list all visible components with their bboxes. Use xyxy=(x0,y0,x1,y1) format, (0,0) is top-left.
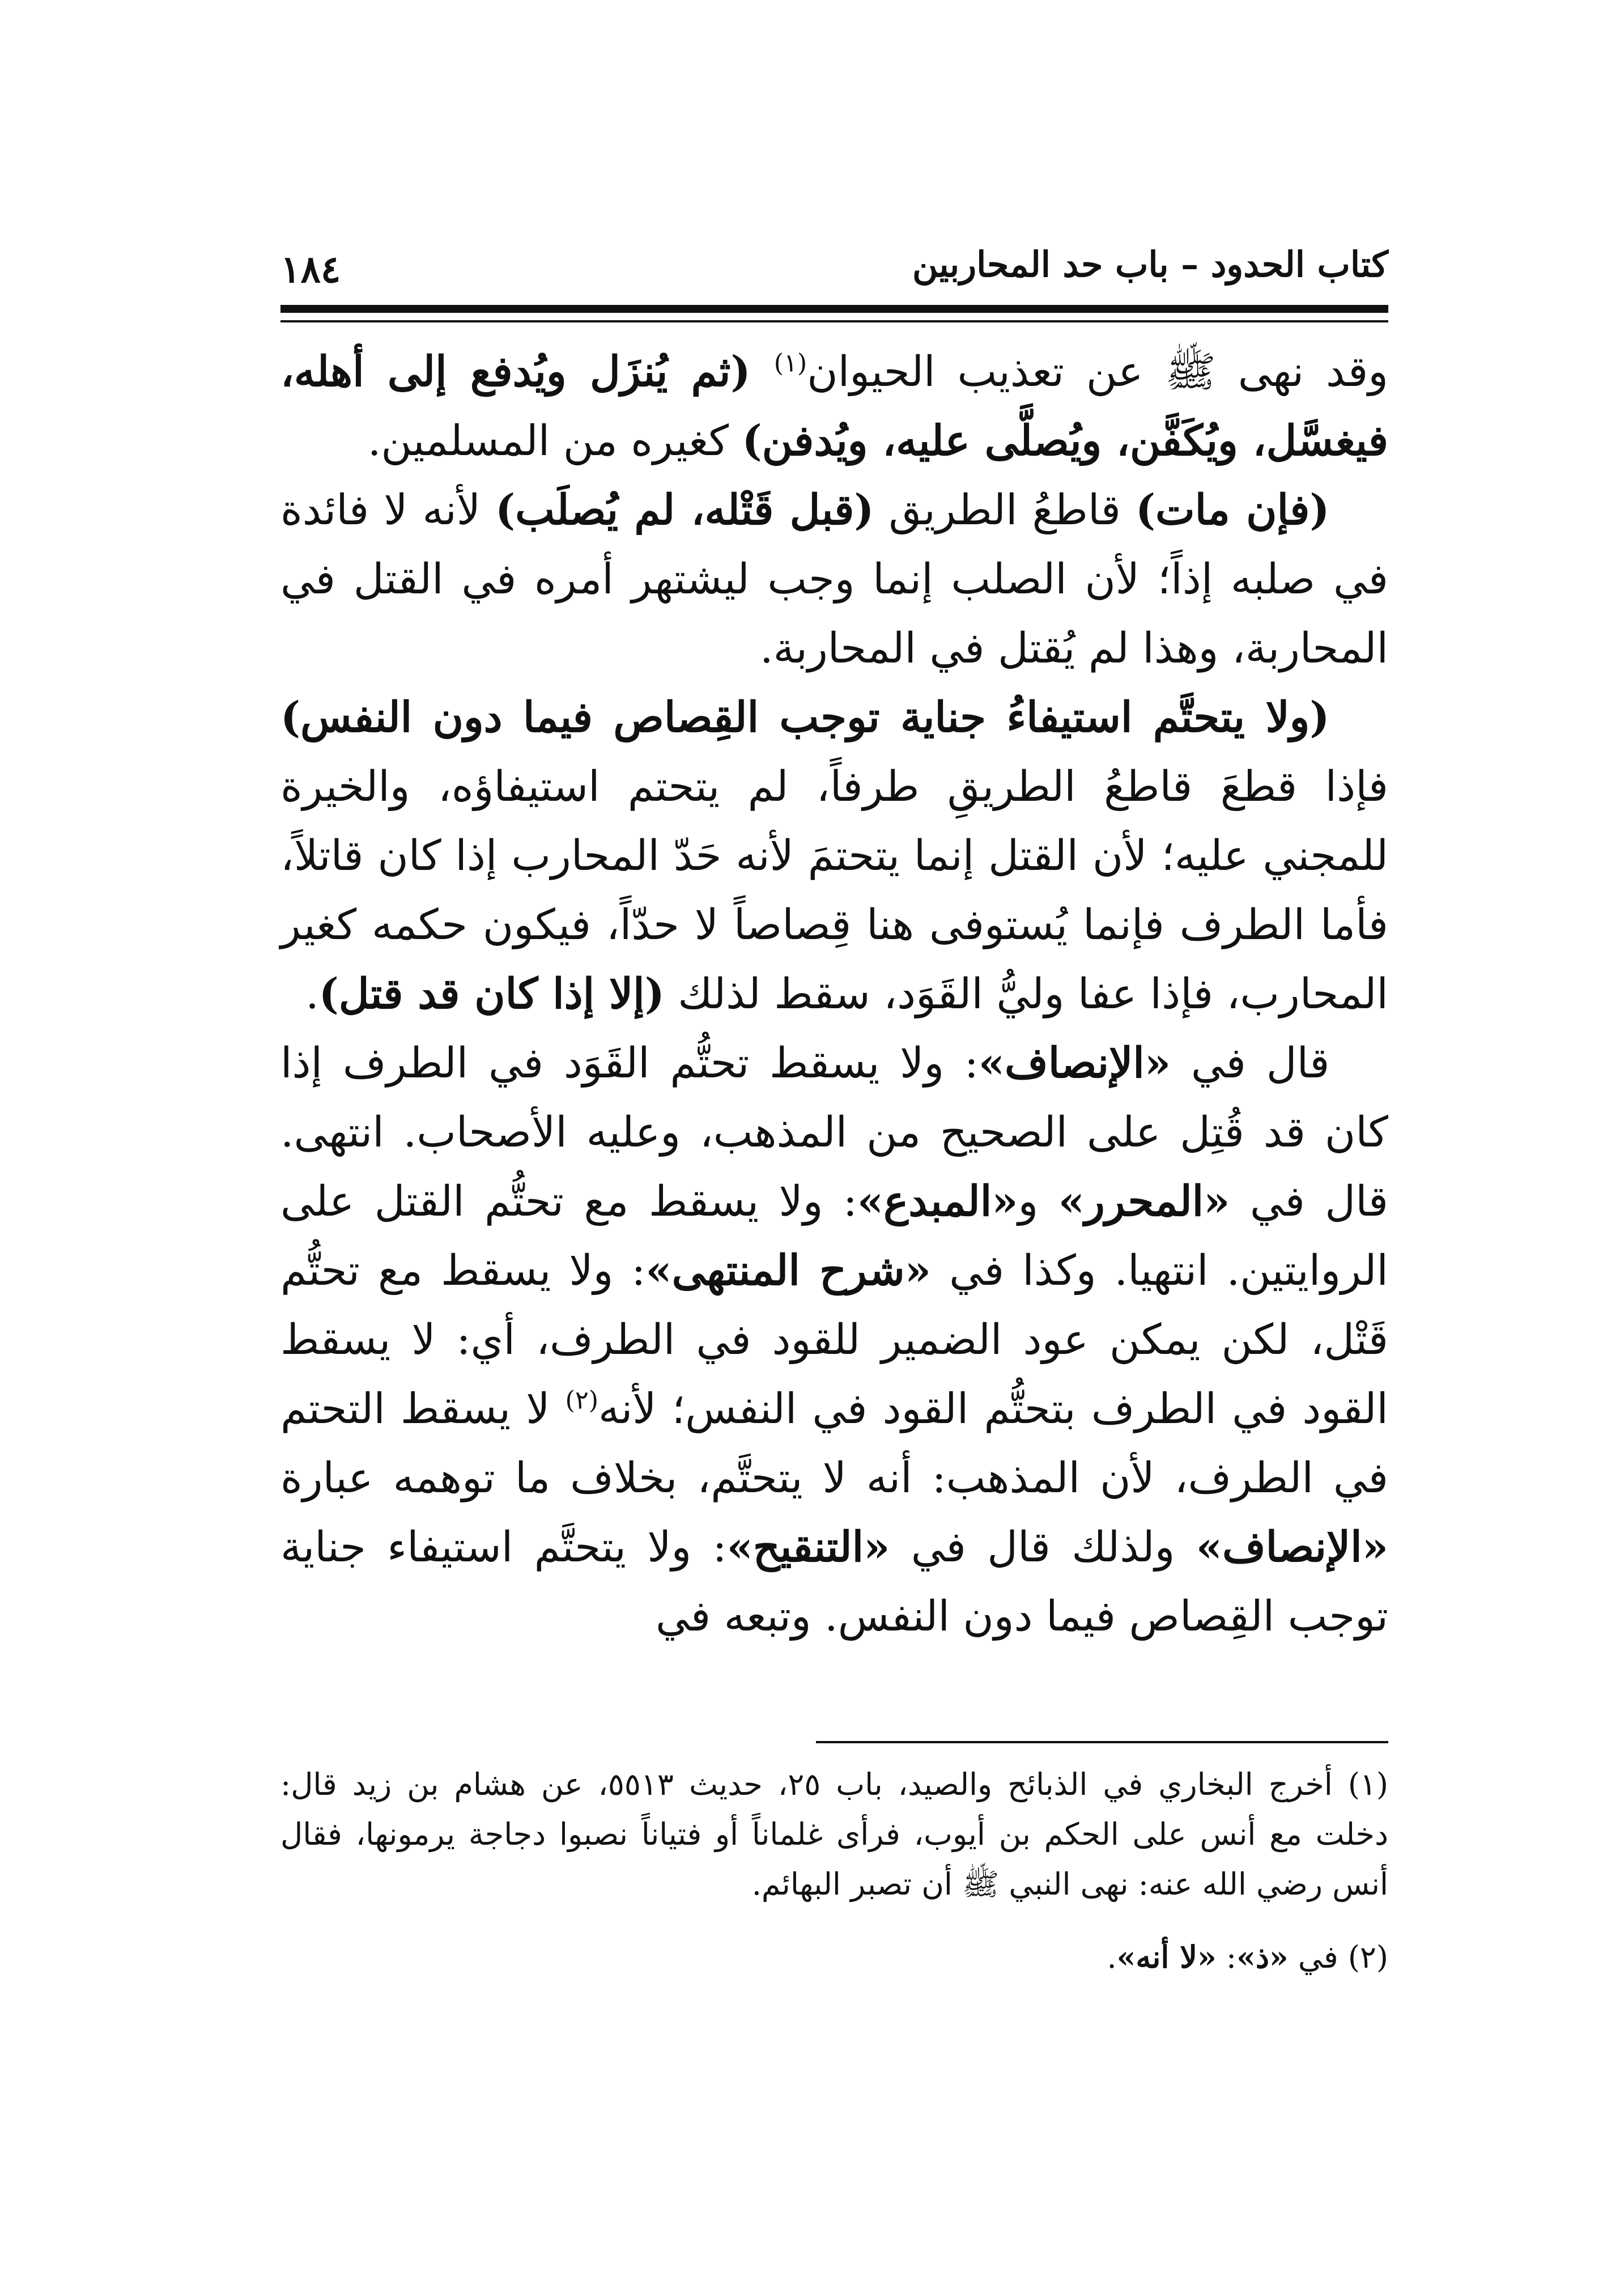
running-header xyxy=(280,238,1388,300)
footnote-ref-2: (٢) xyxy=(565,1386,599,1415)
text-run: قال في xyxy=(1171,1039,1330,1088)
book-citation: «الإنصاف» xyxy=(1196,1523,1388,1572)
book-citation: «المحرر» xyxy=(1058,1177,1230,1226)
book-citation: «الإنصاف» xyxy=(978,1039,1171,1088)
footnotes xyxy=(280,1760,1388,1982)
book-citation: «المبدع» xyxy=(857,1177,1018,1226)
footnote-ref-1: (١) xyxy=(773,349,807,378)
text-run: (٢) في xyxy=(1288,1939,1388,1975)
text-run: لأنه لا فائدة في صلبه إذاً؛ لأن الصلب إنما وجب ليشتهر أمره في القتل في المحاربة، وهذا لم يُقتل في المحاربة. xyxy=(280,486,1388,673)
text-run: لا يسقط التحتم في الطرف، لأن المذهب: أنه لا يتحتَّم، بخلاف ما توهمه عبارة xyxy=(280,1385,1388,1502)
text-run: : xyxy=(1216,1939,1237,1975)
manuscript-siglum: «ذ» xyxy=(1236,1939,1289,1975)
text-run: قاطعُ الطريق xyxy=(874,486,1136,534)
paragraph-1 xyxy=(280,337,1388,475)
chapter-title: كتاب الحدود – باب حد المحاربين xyxy=(912,244,1388,285)
matn-text: (إلا إذا كان قد قتل) xyxy=(318,970,665,1018)
text-run: و xyxy=(1018,1177,1058,1226)
text-run: كغيره من المسلمين. xyxy=(367,417,742,465)
paragraph-2 xyxy=(280,475,1388,683)
text-run: . xyxy=(1107,1939,1117,1975)
matn-text: (قبل قَتْله، لم يُصلَب) xyxy=(495,486,874,534)
text-run: فإذا قطعَ قاطعُ الطريقِ طرفاً، لم يتحتم استيفاؤه، والخيرة للمجني عليه؛ لأن القتل إنما يتحتمَ لأنه حَدّ المحارب إذا كان قاتلاً، فأما الطرف فإنما يُستوفى هنا قِصاصاً لا حدّاً، فيكون حكمه كغير المحارب، فإذا عفا وليُّ القَوَد، سقط لذلك xyxy=(280,762,1388,1018)
text-run: وقد نهى ﷺ عن تعذيب الحيوان xyxy=(807,347,1388,396)
footnote-separator xyxy=(816,1741,1388,1743)
footnote-1: (١) أخرج البخاري في الذبائح والصيد، باب ٢٥، حديث ٥٥١٣، عن هشام بن زيد قال: دخلت مع أنس على الحكم بن أيوب، فرأى غلماناً أو فتياناً نصبوا دجاجة يرمونها، فقال أنس رضي الله عنه: نهى النبي ﷺ أن تصبر البهائم. xyxy=(280,1767,1388,1902)
text-run: ولذلك قال في xyxy=(890,1523,1196,1572)
matn-text: (ولا يتحتَّم استيفاءُ جناية توجب القِصاص فيما دون النفس) xyxy=(280,693,1330,742)
text-run: . xyxy=(305,970,319,1018)
paragraph-4 xyxy=(280,1029,1388,1651)
header-rule-thin xyxy=(280,320,1388,322)
matn-text: (ثم يُنزَل ويُدفع إلى أهله، فيغسَّل، ويُكَفَّن، ويُصلَّى عليه، ويُدفن) xyxy=(280,347,1388,465)
book-citation: «شرح المنتهى» xyxy=(645,1246,932,1295)
book-citation: «التنقيح» xyxy=(726,1523,890,1572)
variant-reading: «لا أنه» xyxy=(1116,1939,1217,1975)
text-run: : ولا يسقط مع تحتُّم القتل على الروايتين. انتهيا. وكذا في xyxy=(280,1177,1388,1295)
header-rule-thick xyxy=(280,305,1388,313)
main-text xyxy=(280,337,1388,1651)
text-run: : ولا يسقط مع تحتُّم قَتْل، لكن يمكن عود الضمير للقود في الطرف، أي: لا يسقط القود في الطرف بتحتُّم القود في النفس؛ لأنه xyxy=(280,1246,1388,1433)
page-number: ١٨٤ xyxy=(280,247,341,291)
paragraph-3 xyxy=(280,683,1388,1029)
matn-text: (فإن مات) xyxy=(1135,486,1330,534)
text-run: : ولا يتحتَّم استيفاء جناية توجب القِصاص فيما دون النفس. وتبعه في xyxy=(280,1523,1388,1641)
footnote-2 xyxy=(280,1932,1388,1982)
text-run: : ولا يسقط تحتُّم القَوَد في الطرف إذا كان قد قُتِل على الصحيح من المذهب، وعليه الأصحاب. انتهى. قال في xyxy=(280,1039,1388,1226)
